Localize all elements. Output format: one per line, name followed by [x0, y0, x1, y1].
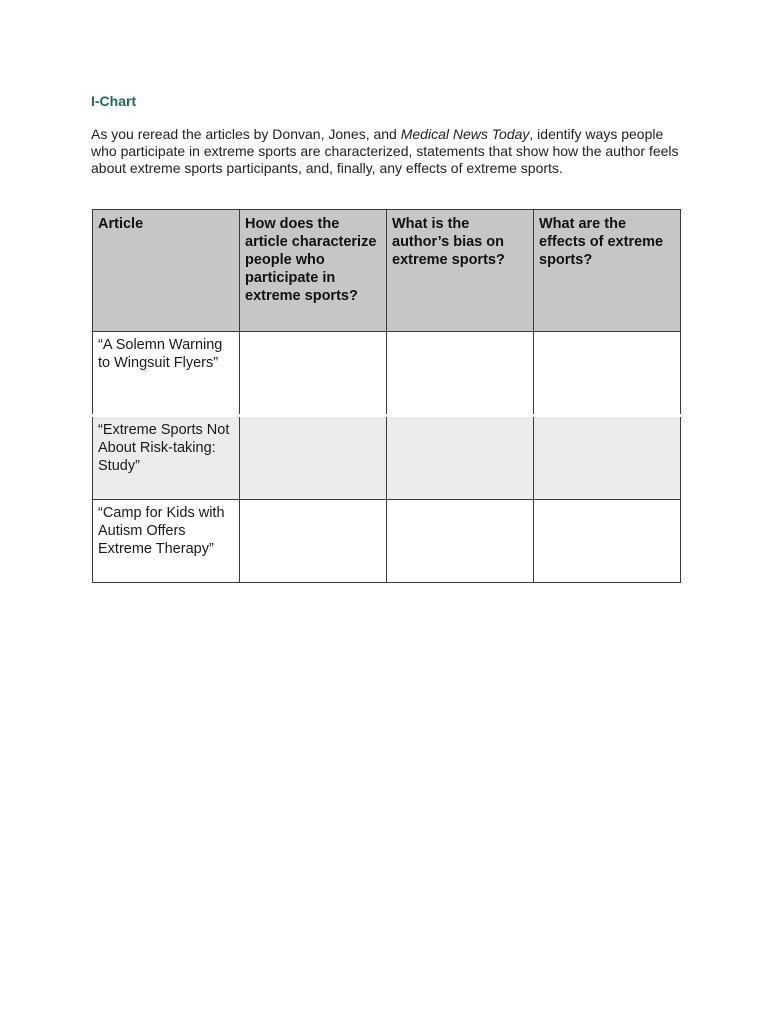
table-header-row	[93, 210, 681, 332]
i-chart-table	[92, 209, 681, 583]
effects-cell[interactable]	[534, 416, 681, 500]
bias-cell[interactable]	[387, 332, 534, 416]
effects-cell[interactable]	[534, 332, 681, 416]
instructions-text-end: , identify ways people who participate in extreme sports are characterized, statements that show how the author feels about extreme sports participants, and, finally, any effects of extreme sports.	[91, 126, 679, 176]
page-title: I-Chart	[91, 93, 137, 109]
article-cell: “A Solemn Warning to Wingsuit Flyers”	[93, 332, 240, 416]
table-row	[93, 416, 681, 500]
header-characterize: How does the article characterize people who participate in extreme sports?	[240, 210, 387, 332]
bias-cell[interactable]	[387, 416, 534, 500]
header-article: Article	[93, 210, 240, 332]
table-row	[93, 332, 681, 416]
header-bias: What is the author’s bias on extreme sports?	[387, 210, 534, 332]
instructions-source-title: Medical News Today	[400, 126, 530, 142]
article-cell: “Extreme Sports Not About Risk-taking: Study”	[93, 416, 240, 500]
header-effects: What are the effects of extreme sports?	[534, 210, 681, 332]
characterize-cell[interactable]	[240, 500, 387, 583]
bias-cell[interactable]	[387, 500, 534, 583]
instructions-text-start: As you reread the articles by Donvan, Jones, and	[91, 126, 401, 142]
characterize-cell[interactable]	[240, 416, 387, 500]
characterize-cell[interactable]	[240, 332, 387, 416]
table-row	[93, 500, 681, 583]
instructions-paragraph	[91, 126, 691, 177]
article-cell: “Camp for Kids with Autism Offers Extreme Therapy”	[93, 500, 240, 583]
effects-cell[interactable]	[534, 500, 681, 583]
